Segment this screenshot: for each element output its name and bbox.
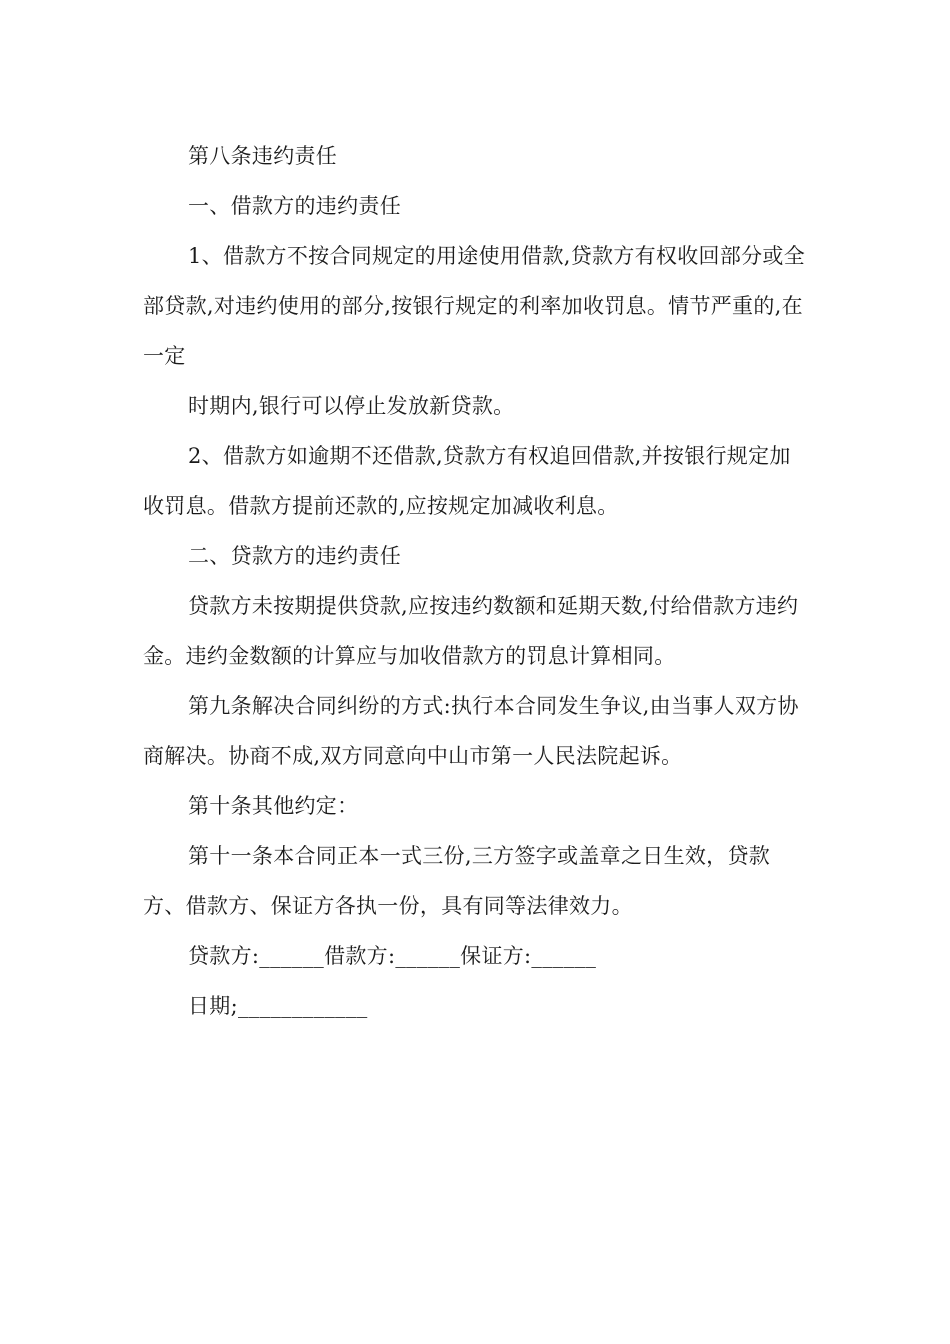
borrower-liability-clause-2: 2、借款方如逾期不还借款,贷款方有权追回借款,并按银行规定加收罚息。借款方提前还款的,应按规定加减收利息。 <box>143 444 791 518</box>
article-8-heading: 第八条违约责任 <box>188 144 338 168</box>
borrower-liability-heading: 一、借款方的违约责任 <box>188 194 401 218</box>
article-9-dispute-resolution: 第九条解决合同纠纷的方式:执行本合同发生争议,由当事人双方协商解决。协商不成,双方同意向中山市第一人民法院起诉。 <box>143 694 799 768</box>
article-10-other-agreements: 第十条其他约定： <box>188 794 359 818</box>
date-line: 日期;____________ <box>188 994 368 1018</box>
document-body <box>143 131 808 1031</box>
signature-line: 贷款方:______借款方:______保证方:______ <box>188 944 597 968</box>
article-11-effectiveness: 第十一条本合同正本一式三份,三方签字或盖章之日生效，贷款方、借款方、保证方各执一份，具有同等法律效力。 <box>143 844 771 918</box>
borrower-liability-clause-1: 1、借款方不按合同规定的用途使用借款,贷款方有权收回部分或全部贷款,对违约使用的部分,按银行规定的利率加收罚息。情节严重的,在一定 <box>143 244 806 368</box>
lender-liability-heading: 二、贷款方的违约责任 <box>188 544 401 568</box>
borrower-liability-clause-1-continued: 时期内,银行可以停止发放新贷款。 <box>188 394 515 418</box>
lender-liability-clause: 贷款方未按期提供贷款,应按违约数额和延期天数,付给借款方违约金。违约金数额的计算应与加收借款方的罚息计算相同。 <box>143 594 799 668</box>
